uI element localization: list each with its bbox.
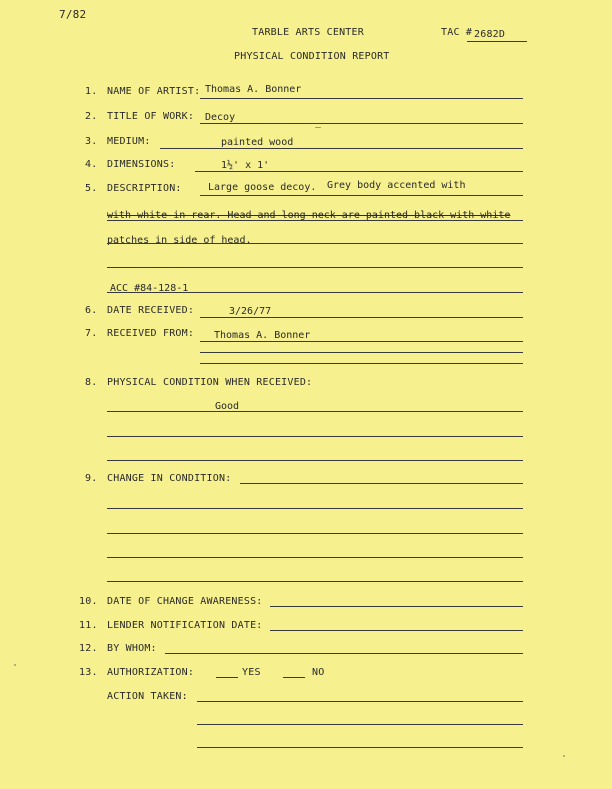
tac-label: TAC # bbox=[441, 27, 473, 38]
action-line-1 bbox=[197, 701, 523, 702]
description-underline-2 bbox=[107, 220, 523, 221]
item-number: 5. bbox=[85, 183, 98, 194]
speck bbox=[563, 755, 565, 757]
authorization-label: AUTHORIZATION: bbox=[107, 667, 195, 678]
received-from-line-2 bbox=[200, 352, 523, 353]
date-received-line bbox=[200, 317, 523, 318]
by-whom-line bbox=[165, 653, 523, 654]
item-number: 4. bbox=[85, 159, 98, 170]
description-line-2: with white in rear. Head and long neck are painted black with white bbox=[107, 210, 511, 221]
no-label: NO bbox=[312, 667, 325, 678]
received-from-label: RECEIVED FROM: bbox=[107, 328, 195, 339]
description-line-1: Large goose decoy. bbox=[208, 182, 317, 193]
accession-number: ACC #84-128-1 bbox=[110, 283, 189, 294]
item-number: 1. bbox=[85, 86, 98, 97]
by-whom-label: BY WHOM: bbox=[107, 643, 157, 654]
accession-underline bbox=[107, 292, 523, 293]
description-line-1b: Grey body accented with bbox=[327, 180, 466, 191]
title-line bbox=[200, 123, 523, 124]
condition-value: Good bbox=[215, 401, 240, 412]
condition-line-1 bbox=[107, 411, 523, 412]
report-title: PHYSICAL CONDITION REPORT bbox=[234, 51, 390, 62]
item-number: 11. bbox=[79, 620, 98, 631]
date-received-value: 3/26/77 bbox=[229, 306, 272, 317]
yes-blank bbox=[216, 677, 238, 678]
condition-line-3 bbox=[107, 460, 523, 461]
change-line-2 bbox=[107, 508, 523, 509]
medium-label: MEDIUM: bbox=[107, 136, 151, 147]
description-underline-1 bbox=[200, 195, 523, 196]
description-line-3: patches in side of head. bbox=[107, 235, 252, 246]
yes-label: YES bbox=[242, 667, 261, 678]
action-label: ACTION TAKEN: bbox=[107, 691, 188, 702]
description-label: DESCRIPTION: bbox=[107, 183, 182, 194]
item-number: 13. bbox=[79, 667, 98, 678]
item-number: 9. bbox=[85, 473, 98, 484]
no-blank bbox=[283, 677, 305, 678]
received-from-line-3 bbox=[200, 363, 523, 364]
speck bbox=[315, 127, 321, 128]
dimensions-label: DIMENSIONS: bbox=[107, 159, 176, 170]
received-from-value: Thomas A. Bonner bbox=[214, 330, 311, 341]
tac-underline bbox=[467, 41, 527, 42]
lender-line bbox=[270, 630, 523, 631]
tac-number: 2682D bbox=[474, 29, 506, 40]
description-underline-4 bbox=[107, 267, 523, 268]
item-number: 2. bbox=[85, 111, 98, 122]
dimensions-line bbox=[195, 171, 523, 172]
description-underline-3 bbox=[107, 243, 523, 244]
item-number: 6. bbox=[85, 305, 98, 316]
condition-label: PHYSICAL CONDITION WHEN RECEIVED: bbox=[107, 377, 313, 388]
artist-line bbox=[200, 98, 523, 99]
item-number: 7. bbox=[85, 328, 98, 339]
report-date: 7/82 bbox=[59, 8, 87, 21]
awareness-label: DATE OF CHANGE AWARENESS: bbox=[107, 596, 263, 607]
condition-line-2 bbox=[107, 436, 523, 437]
item-number: 12. bbox=[79, 643, 98, 654]
date-received-label: DATE RECEIVED: bbox=[107, 305, 195, 316]
item-number: 8. bbox=[85, 377, 98, 388]
change-line-1 bbox=[240, 483, 523, 484]
lender-label: LENDER NOTIFICATION DATE: bbox=[107, 620, 263, 631]
action-line-2 bbox=[197, 724, 523, 725]
received-from-line-1 bbox=[200, 341, 523, 342]
item-number: 10. bbox=[79, 596, 98, 607]
change-line-5 bbox=[107, 581, 523, 582]
artist-label: NAME OF ARTIST: bbox=[107, 86, 201, 97]
medium-line bbox=[160, 148, 523, 149]
awareness-line bbox=[270, 606, 523, 607]
title-value: Decoy bbox=[205, 112, 236, 123]
change-label: CHANGE IN CONDITION: bbox=[107, 473, 232, 484]
change-line-4 bbox=[107, 557, 523, 558]
change-line-3 bbox=[107, 533, 523, 534]
medium-value: painted wood bbox=[221, 137, 294, 148]
title-label: TITLE OF WORK: bbox=[107, 111, 195, 122]
org-name: TARBLE ARTS CENTER bbox=[252, 27, 364, 38]
action-line-3 bbox=[197, 747, 523, 748]
speck bbox=[14, 664, 16, 666]
dimensions-value: 1½' x 1' bbox=[221, 160, 270, 171]
artist-value: Thomas A. Bonner bbox=[205, 84, 302, 95]
item-number: 3. bbox=[85, 136, 98, 147]
